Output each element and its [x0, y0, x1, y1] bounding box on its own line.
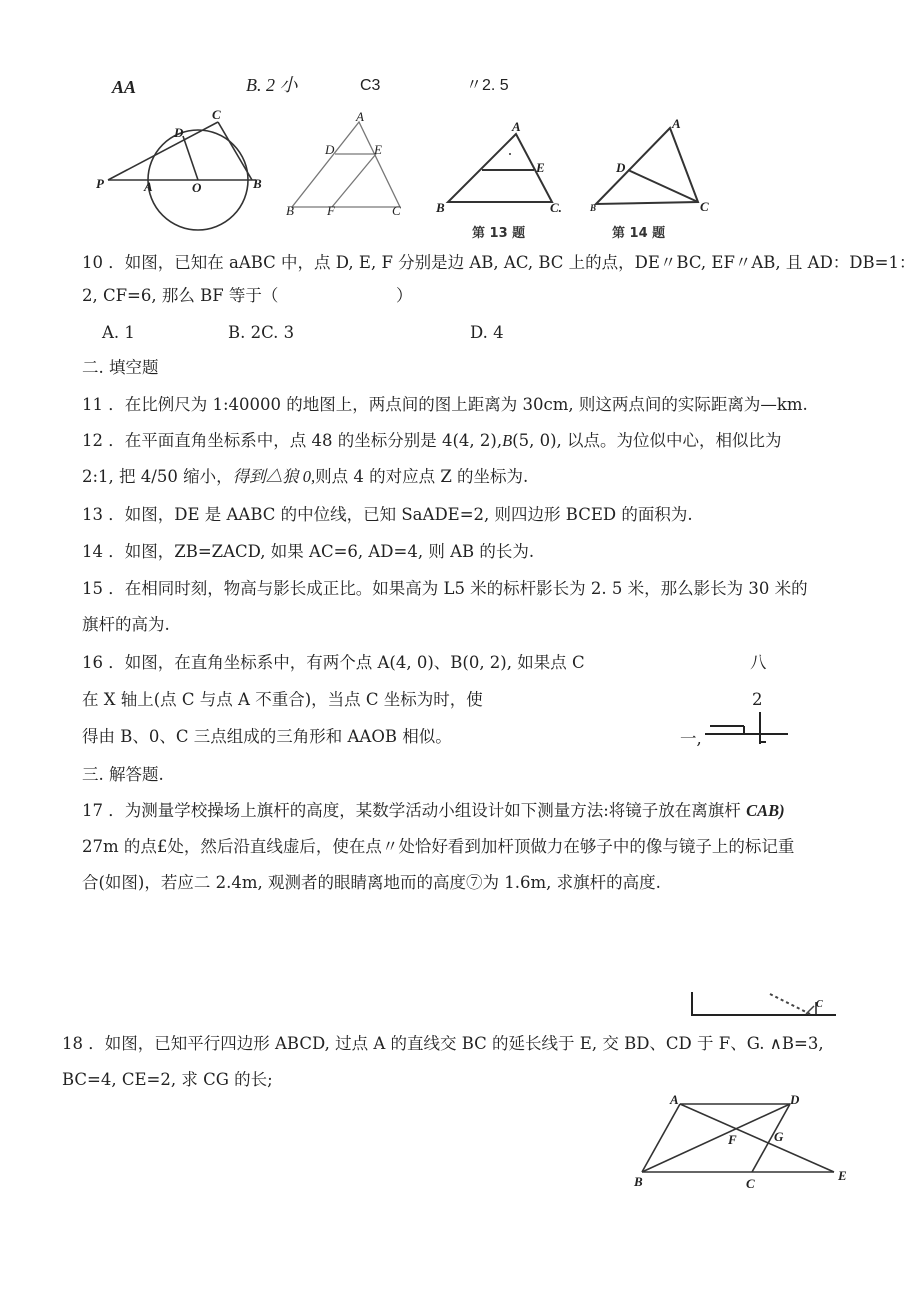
fig16-label-top: 八 [750, 653, 767, 672]
q10-line2: 2, CF=6, 那么 BF 等于（ [82, 286, 279, 305]
q14: 14 ．如图，ZB=ZACD, 如果 AC=6, AD=4, 则 AB 的长为. [82, 542, 535, 561]
fig14-point-d: D [616, 160, 626, 175]
q15-line1: 15 ．在相同时刻，物高与影长成正比。如果高为 L5 米的标杆影长为 2. 5 米，那么影长为 30 米的 [82, 579, 808, 598]
fig1-point-o: O [192, 180, 202, 195]
q12-line1-a: 12 ．在平面直角坐标系中，点 48 的坐标分别是 4(4, 2), [82, 431, 503, 450]
q12-line2-b: 则点 4 的对应点 Z 的坐标为. [315, 467, 529, 486]
figure-17 [688, 988, 838, 1020]
fig1-point-a: A [144, 179, 153, 194]
fig13-point-c: C. [550, 200, 562, 215]
section-fill-in: 二. 填空题 [82, 358, 159, 377]
option-d: 〃2. 5 [466, 77, 509, 94]
fig2-point-a: A [356, 109, 364, 124]
fig13-point-a: A [512, 119, 521, 134]
fig14-point-c: C [700, 199, 709, 214]
fig18-point-f: F [728, 1132, 737, 1147]
q10-option-d: D. 4 [470, 323, 504, 342]
figure-circle-tangent [90, 100, 280, 230]
q16-line3: 得由 B、0、C 三点组成的三角形和 AAOB 相似。 [82, 727, 452, 746]
fig2-point-f: F [327, 203, 335, 218]
fig1-point-c: C [212, 107, 221, 122]
fig1-point-b: B [253, 176, 262, 191]
fig13-point-b: B [436, 200, 445, 215]
fig18-point-g: G [774, 1129, 784, 1144]
q17-line3: 合(如图)，若应二 2.4m, 观测者的眼睛离地而的高度⑦为 1.6m, 求旗杆的高度. [82, 873, 661, 892]
q10-option-a: A. 1 [102, 323, 135, 342]
option-c: C3 [360, 77, 381, 94]
q12-line1 [82, 433, 782, 450]
fig14-point-a: A [672, 116, 681, 131]
fig13-caption: 第 13 题 [472, 226, 526, 241]
q17-line2: 27m 的点£处，然后沿直线虚后，使在点〃处恰好看到加杆顶做力在够子中的像与镜子上的标记重 [82, 837, 795, 856]
figure-13 [432, 118, 572, 241]
q10-line2-close: ） [396, 286, 413, 305]
fig14-point-b: B [590, 203, 597, 213]
option-a: AA [112, 77, 137, 97]
figure-14 [588, 114, 718, 241]
q17-line1-italic: CAB) [746, 801, 785, 820]
fig1-point-p: P [96, 176, 104, 191]
q13: 13 ．如图，DE 是 AABC 的中位线，已知 SaADE=2, 则四边形 BCED 的面积为. [82, 505, 693, 524]
fig16-label-two: 2 [752, 690, 763, 709]
section-solve: 三. 解答题. [82, 765, 164, 784]
q17-line1-a: 17 ．为测量学校操场上旗杆的高度，某数学活动小组设计如下测量方法:将镜子放在离旗杆 [82, 801, 741, 820]
fig13-point-e: E [536, 160, 545, 175]
fig18-point-c: C [746, 1176, 755, 1191]
fig2-point-e: E [374, 142, 382, 157]
figure-18-parallelogram [630, 1090, 860, 1200]
fig14-caption: 第 14 题 [612, 226, 666, 241]
q12-line1-b: (5, 0), 以点。为位似中心，相似比为 [512, 431, 782, 450]
fig17-point-c: C [816, 999, 823, 1010]
option-b: B. 2 小 [246, 75, 298, 95]
q12-line2-italic: 得到△狼 0, [232, 467, 316, 486]
figure-16-axes [700, 712, 790, 752]
q16-line2: 在 X 轴上(点 C 与点 A 不重合)，当点 C 坐标为时，使 [82, 690, 483, 709]
fig18-point-a: A [670, 1092, 679, 1107]
q18-line1: 18 ．如图，已知平行四边形 ABCD, 过点 A 的直线交 BC 的延长线于 E, 交 BD、CD 于 F、G. ∧B=3, [62, 1034, 824, 1053]
q17-line1 [82, 803, 785, 820]
q10-option-bc: B. 2C. 3 [228, 323, 295, 342]
q10-line1: 10 ．如图，已知在 aABC 中，点 D, E, F 分别是边 AB, AC, BC 上的点，DE〃BC, EF〃AB, 且 AD：DB=1： [82, 253, 916, 272]
fig18-point-b: B [634, 1174, 643, 1189]
q15-line2: 旗杆的高为. [82, 615, 170, 634]
fig16-label-left: 一, [680, 729, 702, 748]
q18-line2: BC=4, CE=2, 求 CG 的长; [62, 1070, 273, 1089]
q12-line2 [82, 469, 528, 486]
fig1-point-d: D [174, 125, 184, 140]
figure-triangle-def [282, 109, 412, 222]
fig2-point-b: B [286, 203, 294, 218]
fig18-point-d: D [790, 1092, 800, 1107]
q11: 11 ．在比例尺为 1:40000 的地图上，两点间的图上距离为 30cm, 则这两点间的实际距离为—km. [82, 395, 808, 414]
q12-line1-italic: B [502, 431, 513, 450]
fig18-point-e: E [838, 1168, 847, 1183]
q12-line2-a: 2:1, 把 4/50 缩小， [82, 467, 233, 486]
fig2-point-c: C [392, 203, 401, 218]
fig2-point-d: D [325, 142, 335, 157]
q16-line1: 16 ．如图，在直角坐标系中，有两个点 A(4, 0)、B(0, 2), 如果点 C [82, 653, 585, 672]
